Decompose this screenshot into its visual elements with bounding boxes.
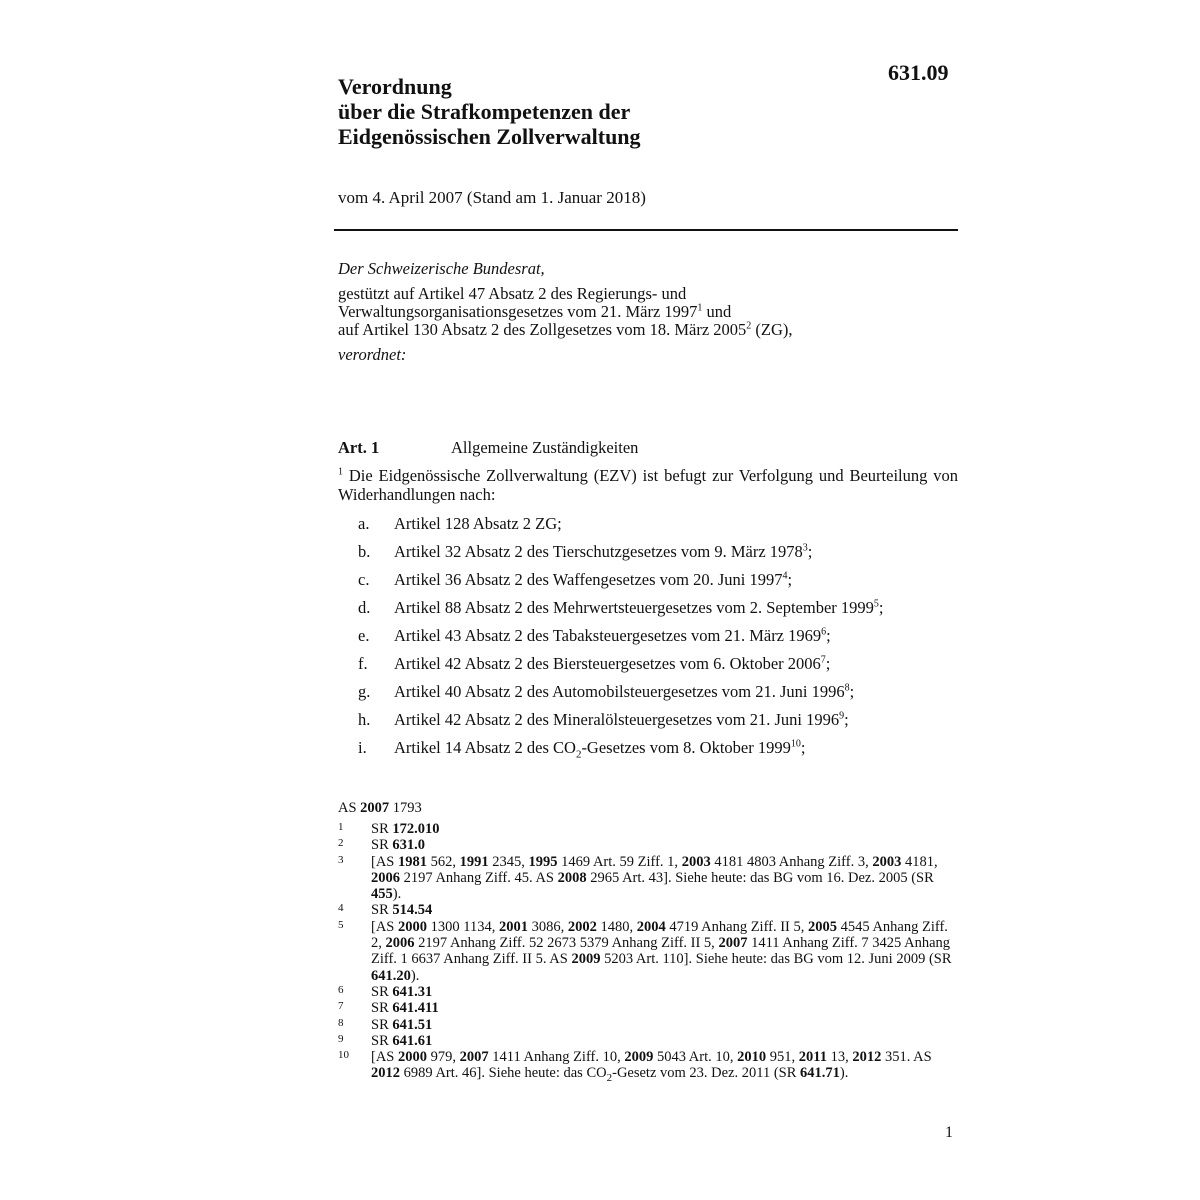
document-title (338, 74, 641, 149)
sr-number: 631.09 (888, 60, 949, 85)
article-title: Allgemeine Zuständigkeiten (451, 438, 639, 457)
footnote-ref-2[interactable]: 2 (746, 320, 752, 332)
list-item: c. Artikel 36 Absatz 2 des Waffengesetzes vom 20. Juni 1997$^4$; (358, 570, 793, 589)
article-number: Art. 1 (338, 438, 380, 457)
list-item: d. Artikel 88 Absatz 2 des Mehrwertsteuergesetzes vom 2. September 1999$^5$; (358, 598, 884, 617)
footnote: 6 SR 641.31 (338, 983, 433, 1000)
footnote: 5 [AS 2000 1300 1134, 2001 3086, 2002 1480, 2004 4719 Anhang Ziff. II 5, 2005 4545 Anhang Ziff. 2, 2006 2197 Anhang Ziff. 52 2673 5379 Anhang Ziff. II 5, 2007 1411 Anhang Ziff. 7 3425 Anhang Ziff. 1 6637 Anhang Ziff. II 5. AS 2009 5203 Art. 110]. Siehe heute: das BG vom 12. Juni 2009 (SR 641.20). (338, 918, 952, 984)
footnote-ref[interactable]: 8 (844, 682, 850, 694)
footnote: 3 [AS 1981 562, 1991 2345, 1995 1469 Art. 59 Ziff. 1, 2003 4181 4803 Anhang Ziff. 3, 2003 4181, 2006 2197 Anhang Ziff. 45. AS 2008 2965 Art. 43]. Siehe heute: das BG vom 16. Dez. 2005 (SR 455). (338, 853, 938, 903)
list-item: g. Artikel 40 Absatz 2 des Automobilsteuergesetzes vom 21. Juni 1996$^8$; (358, 682, 855, 701)
footnote: 1 SR 172.010 (338, 821, 440, 837)
footnote-ref[interactable]: 5 (873, 598, 879, 610)
footnote: 7 SR 641.411 (338, 1000, 439, 1017)
preamble-decree: verordnet: (338, 345, 407, 364)
title-line-1: Verordnung (338, 74, 452, 99)
footnote-ref[interactable]: 6 (821, 626, 827, 638)
list-item: i. Artikel 14 Absatz 2 des $CO_2$-Gesetzes vom 8. Oktober 1999$^{10}$; (358, 738, 806, 761)
footnote-ref[interactable]: 4 (782, 570, 788, 582)
article-paragraph: $^1$ Die Eidgenössische Zollverwaltung (EZV) ist befugt zur Verfolgung und Beurteilung von Widerhandlungen nach: (338, 466, 958, 504)
footnote-ref-1[interactable]: 1 (697, 302, 703, 314)
list-item: a. Artikel 128 Absatz 2 ZG; (358, 514, 562, 533)
article-list (338, 514, 958, 766)
list-item: h. Artikel 42 Absatz 2 des Mineralölsteuergesetzes vom 21. Juni 1996$^9$; (358, 710, 849, 729)
paragraph-number: 1 (338, 466, 343, 478)
footnote: 8 SR 641.51 (338, 1016, 433, 1033)
footnote-ref[interactable]: 3 (802, 542, 808, 554)
preamble-basis-line-2: Verwaltungsorganisationsgesetzes vom 21. März 1997$^1$ und (338, 302, 732, 321)
footnote-ref[interactable]: 7 (820, 654, 826, 666)
footnote: 4 SR 514.54 (338, 902, 433, 919)
footnote: 9 SR 641.61 (338, 1032, 433, 1049)
title-line-2: über die Strafkompetenzen der (338, 99, 631, 124)
article-heading (338, 438, 958, 458)
preamble (338, 260, 958, 364)
preamble-basis-line-1: gestützt auf Artikel 47 Absatz 2 des Regierungs- und (338, 284, 687, 303)
list-item: f. Artikel 42 Absatz 2 des Biersteuergesetzes vom 6. Oktober 2006$^7$; (358, 654, 831, 673)
list-item: e. Artikel 43 Absatz 2 des Tabaksteuergesetzes vom 21. März 1969$^6$; (358, 626, 831, 645)
footnote-ref[interactable]: 10 (790, 738, 801, 750)
date-line: vom 4. April 2007 (Stand am 1. Januar 2018) (338, 188, 646, 207)
preamble-basis-line-3: auf Artikel 130 Absatz 2 des Zollgesetzes vom 18. März 2005$^2$ (ZG), (338, 320, 793, 339)
title-line-3: Eidgenössischen Zollverwaltung (338, 124, 641, 149)
footnote: 10 [AS 2000 979, 2007 1411 Anhang Ziff. 10, 2009 5043 Art. 10, 2010 951, 2011 13, 2012 351. AS 2012 6989 Art. 46]. Siehe heute: das $CO_2$-Gesetz vom 23. Dez. 2011 (SR 641.71). (338, 1049, 932, 1085)
footnote: 2 SR 631.0 (338, 837, 425, 854)
preamble-authority: Der Schweizerische Bundesrat, (338, 259, 545, 278)
footnotes (338, 821, 958, 1085)
footnote-ref[interactable]: 9 (839, 710, 845, 722)
as-reference: AS 2007 1793 (338, 800, 422, 816)
horizontal-rule (334, 229, 958, 231)
list-item: b. Artikel 32 Absatz 2 des Tierschutzgesetzes vom 9. März 1978$^3$; (358, 542, 813, 561)
page-number: 1 (945, 1124, 953, 1141)
